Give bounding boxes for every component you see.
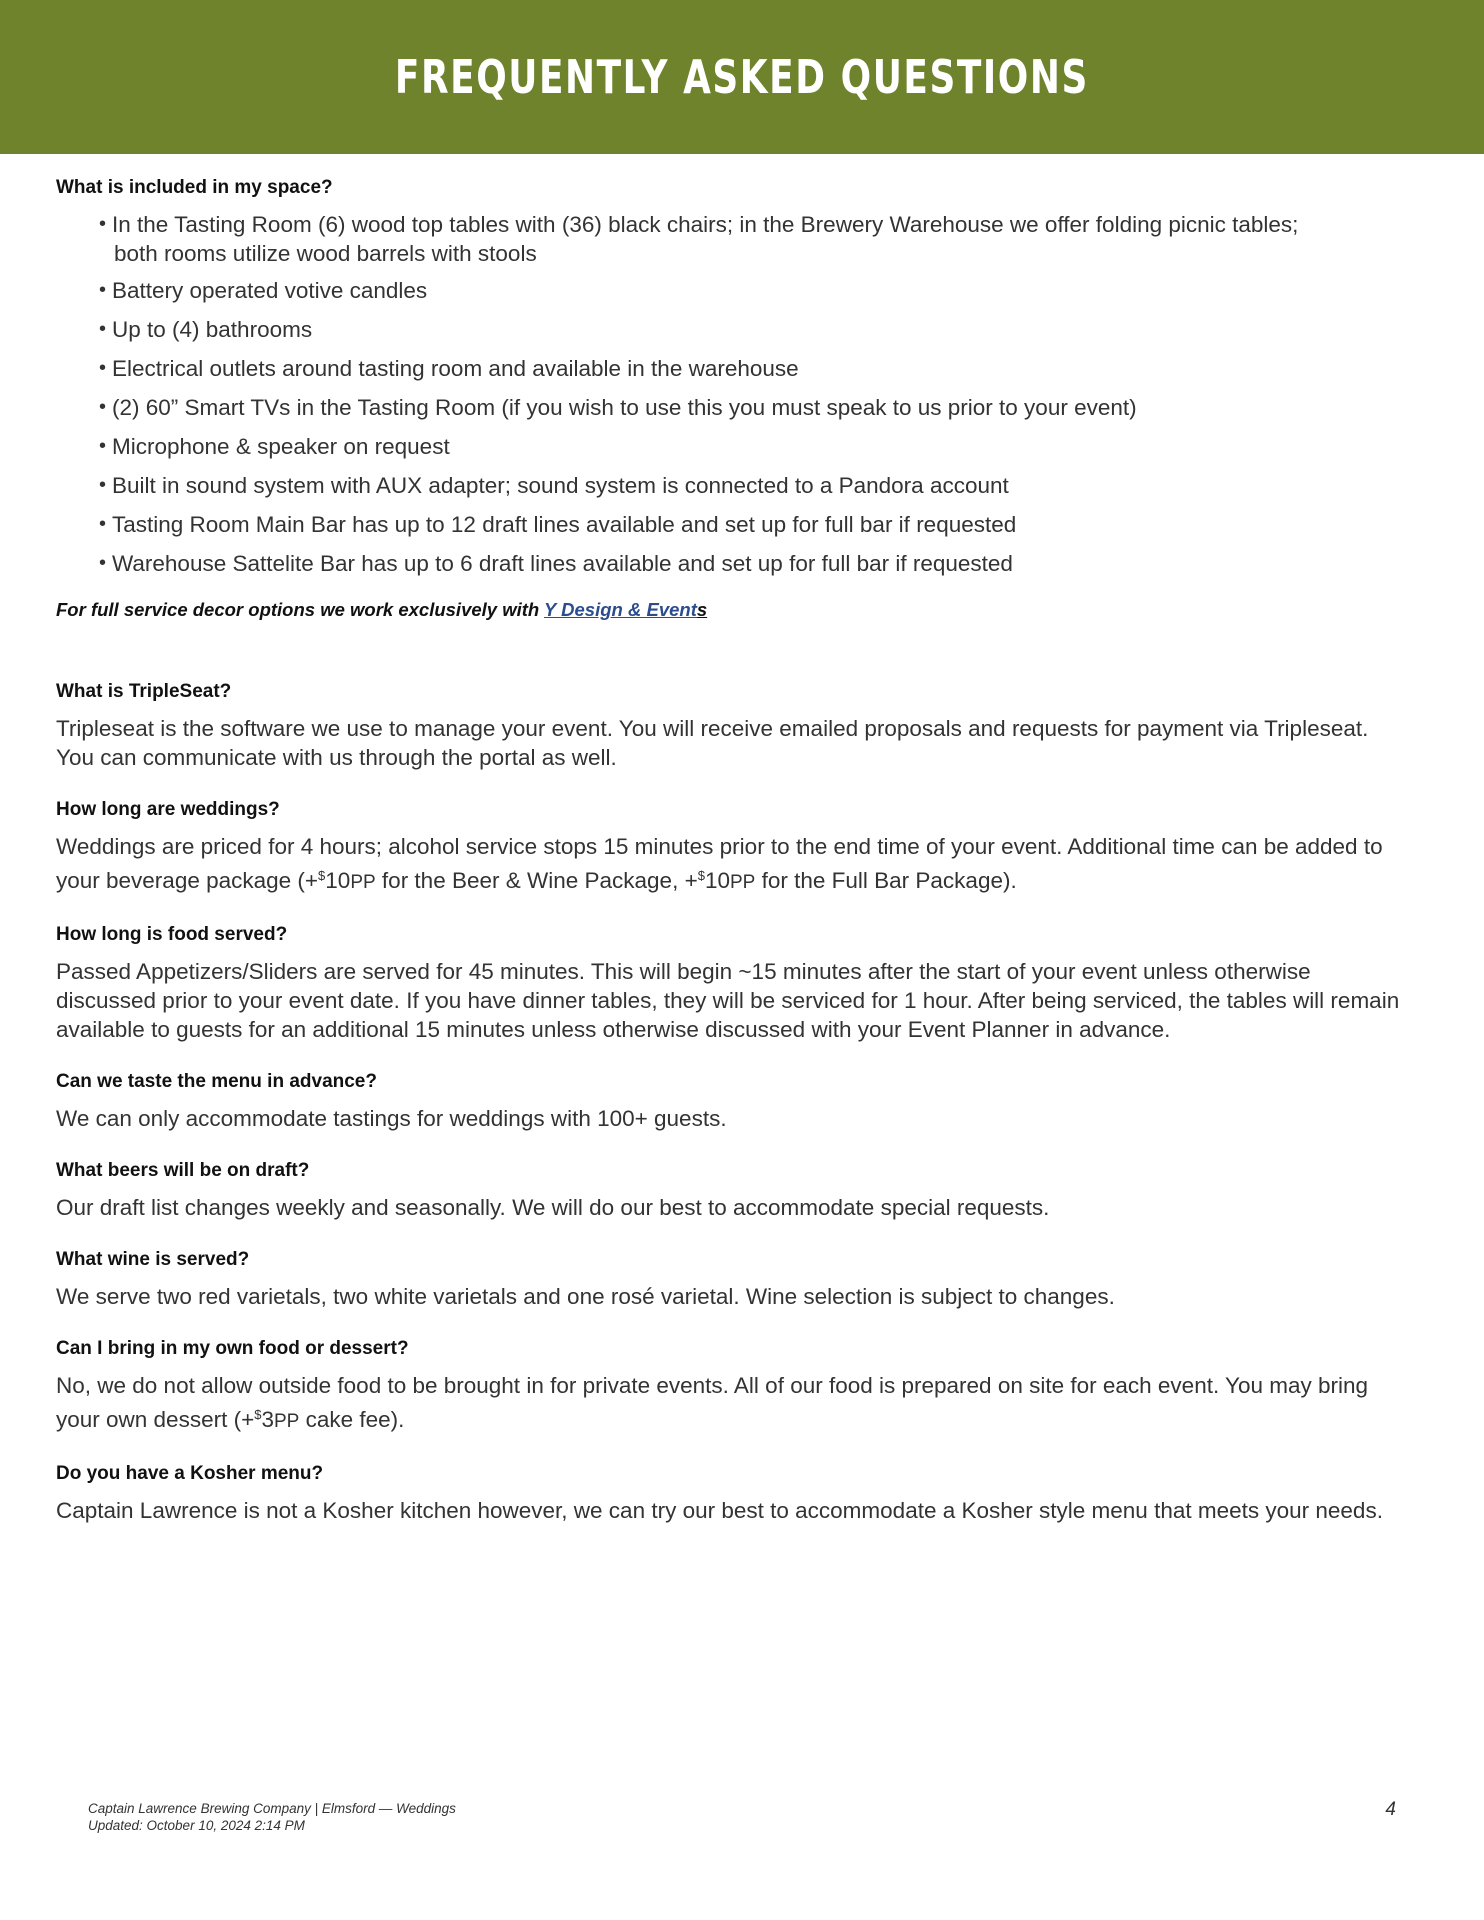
list-item: • (2) 60” Smart TVs in the Tasting Room (if you wish to use this you must speak to us prior to your event) [99, 393, 1428, 422]
price-unit: PP [350, 872, 376, 893]
list-item: • Built in sound system with AUX adapter; sound system is connected to a Pandora account [99, 471, 1428, 500]
footer-company: Captain Lawrence Brewing Company | Elmsford — Weddings [88, 1801, 456, 1816]
faq-answer-line: Passed Appetizers/Sliders are served for 45 minutes. This will begin ~15 minutes after the start of your event unless otherwise [56, 959, 1311, 984]
footer [88, 1800, 456, 1834]
list-item: • Battery operated votive candles [99, 276, 1428, 305]
faq-content [56, 174, 1428, 1549]
faq-answer: We serve two red varietals, two white varietals and one rosé varietal. Wine selection is subject to changes. [56, 1284, 1115, 1309]
faq-question: Can we taste the menu in advance? [56, 1071, 377, 1092]
faq-answer: Our draft list changes weekly and seasonally. We will do our best to accommodate special requests. [56, 1195, 1050, 1220]
list-item: • Tasting Room Main Bar has up to 12 draft lines available and set up for full bar if requested [99, 510, 1428, 539]
price-amount: 3 [261, 1407, 274, 1432]
currency-symbol: $ [318, 868, 326, 883]
list-item: • Up to (4) bathrooms [99, 315, 1428, 344]
faq-question: How long is food served? [56, 924, 288, 945]
price-amount: 10 [325, 868, 351, 893]
list-item: • Warehouse Sattelite Bar has up to 6 draft lines available and set up for full bar if requested [99, 549, 1428, 578]
faq-food [56, 921, 1428, 1044]
list-item [99, 210, 1428, 268]
price-unit: PP [729, 872, 756, 893]
faq-tripleseat [56, 678, 1428, 772]
faq-included [56, 174, 1428, 624]
faq-taste [56, 1068, 1428, 1133]
faq-answer: We can only accommodate tastings for weddings with 100+ guests. [56, 1106, 727, 1131]
faq-wine [56, 1246, 1428, 1311]
faq-question: Can I bring in my own food or dessert? [56, 1338, 409, 1359]
decor-note-text: For full service decor options we work exclusively with [56, 599, 545, 620]
faq-kosher [56, 1460, 1428, 1525]
footer-updated: Updated: October 10, 2024 2:14 PM [88, 1818, 305, 1833]
decor-note [56, 596, 1428, 624]
faq-question: What wine is served? [56, 1249, 250, 1270]
faq-answer [56, 957, 1428, 1044]
decor-link-tail: s [696, 599, 708, 620]
faq-question: How long are weddings? [56, 799, 280, 820]
page-number: 4 [1385, 1799, 1396, 1820]
spacer [56, 624, 1428, 678]
included-list [56, 210, 1428, 578]
faq-question: What is TripleSeat? [56, 681, 232, 702]
faq-answer-text: your own dessert (+ [56, 1407, 255, 1432]
faq-answer [56, 832, 1428, 897]
faq-question: What is included in my space? [56, 177, 333, 198]
faq-answer-line: available to guests for an additional 15 minutes unless otherwise discussed with your Event Planner in advance. [56, 1017, 1171, 1042]
faq-answer: Captain Lawrence is not a Kosher kitchen however, we can try our best to accommodate a Kosher style menu that meets your needs. [56, 1498, 1383, 1523]
faq-answer-line: Weddings are priced for 4 hours; alcohol service stops 15 minutes prior to the end time of your event. Additional time can be added to [56, 834, 1383, 859]
faq-answer-text: for the Beer & Wine Package, + [375, 868, 698, 893]
header-banner [0, 0, 1484, 154]
list-item: • Electrical outlets around tasting room and available in the warehouse [99, 354, 1428, 383]
faq-answer-text: for the Full Bar Package). [755, 868, 1017, 893]
faq-answer-line: You can communicate with us through the portal as well. [56, 745, 617, 770]
faq-answer-text: your beverage package (+ [56, 868, 319, 893]
faq-answer [56, 714, 1428, 772]
faq-beers [56, 1157, 1428, 1222]
price-amount: 10 [704, 868, 730, 893]
list-item-text: In the Tasting Room (6) wood top tables with (36) black chairs; in the Brewery Warehouse we offer folding picnic tables; [112, 212, 1299, 237]
faq-answer [56, 1371, 1428, 1436]
faq-question: Do you have a Kosher menu? [56, 1463, 324, 1484]
page-title: FREQUENTLY ASKED QUESTIONS [394, 50, 1089, 104]
faq-own-food [56, 1335, 1428, 1436]
list-item-text-cont: both rooms utilize wood barrels with stools [114, 241, 537, 266]
currency-symbol: $ [697, 868, 705, 883]
faq-question: What beers will be on draft? [56, 1160, 310, 1181]
faq-answer-text: cake fee). [299, 1407, 405, 1432]
list-item: • Microphone & speaker on request [99, 432, 1428, 461]
faq-answer-line: No, we do not allow outside food to be brought in for private events. All of our food is prepared on site for each event. You may bring [56, 1373, 1369, 1398]
faq-weddings [56, 796, 1428, 897]
faq-answer-line: Tripleseat is the software we use to manage your event. You will receive emailed proposals and requests for payment via Tripleseat. [56, 716, 1369, 741]
price-unit: PP [273, 1411, 300, 1432]
currency-symbol: $ [254, 1407, 262, 1422]
faq-answer-line: discussed prior to your event date. If you have dinner tables, they will be serviced for 1 hour. After being serviced, the tables will remain [56, 988, 1400, 1013]
decor-link[interactable]: Y Design & Event [544, 599, 697, 620]
